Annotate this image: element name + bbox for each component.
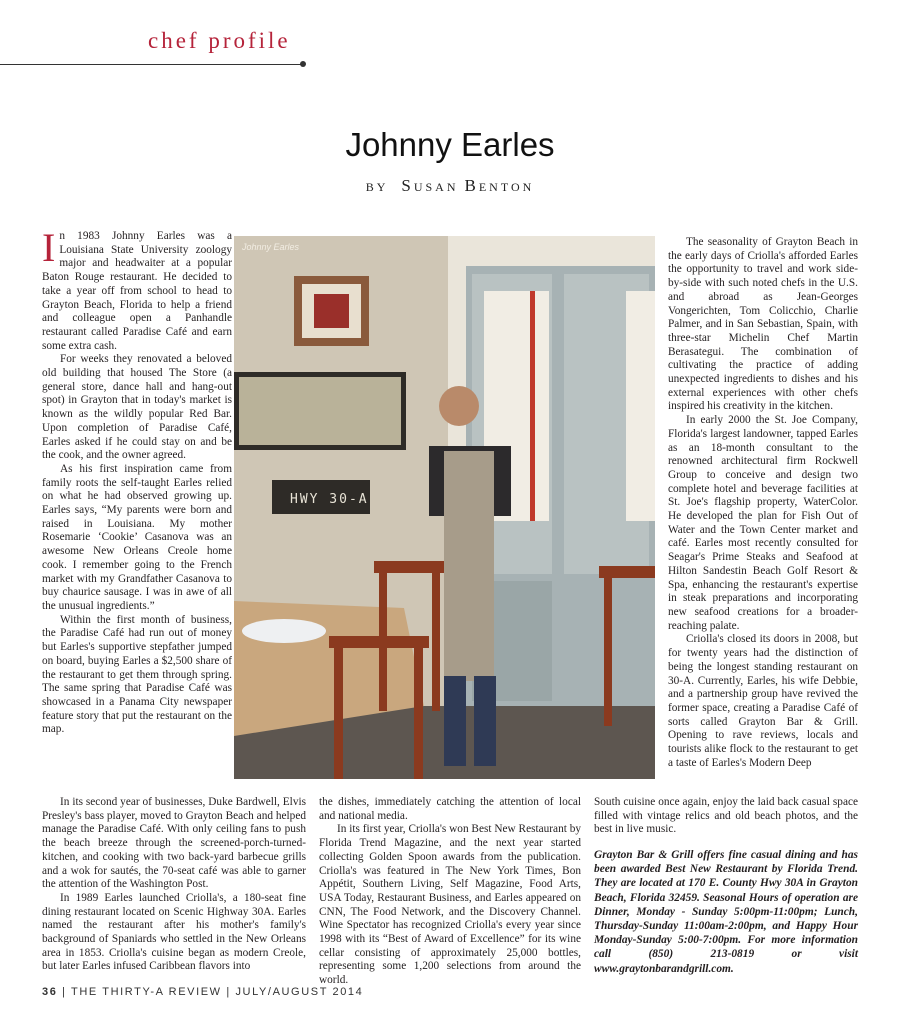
byline: BY SUSAN BENTON xyxy=(365,176,535,195)
page-footer xyxy=(42,986,363,998)
chef-photo xyxy=(234,236,655,779)
bottom-middle-paragraph-2: In its first year, Criolla's won Best New Restaurant by Florida Trend Magazine, and the next year started collecting Golden Spoon awards from the publication. Criolla's was featured in The New York Times, Bon Appétit, Southern Living, Self Magazine, Food Arts, USA Today, Restaurant Business, and Earles appeared on CNN, The Food Network, and the Discovery Channel. Wine Spectator has recognized Criolla's every year since 1998 with its “Best of Award of Excellence” for its wine cellar consisting of approximately 25,000 bottles, representing some 1,200 selections from around the world. xyxy=(319,823,581,987)
header-rule xyxy=(0,64,303,65)
bottom-right-column xyxy=(594,796,858,837)
right-column xyxy=(668,236,858,770)
bottom-right-paragraph-1: South cuisine once again, enjoy the laid back casual space filled with vintage relics and old beach photos, and the best in live music. xyxy=(594,796,858,836)
footer-separator-2: | xyxy=(226,986,231,998)
header-rule-dot xyxy=(300,61,306,67)
right-paragraph-2: In early 2000 the St. Joe Company, Florida's largest landowner, tapped Earles as an 18-month consultant to the renowned architectural firm Rockwell Group to conceive and design two complete hotel and beverage facilities at St. Joe's flagship property, WaterColor. He developed the plan for Fish Out of Water and the Town Center market and café. Earles most recently consulted for Seagar's Prime Steaks and Seafood at Hilton Sandestin Beach Golf Resort & Spa, enhancing the restaurant's expertise in steak preparations and incorporating new seafood creations for a broader-reaching palate. xyxy=(668,414,858,632)
left-paragraph-1: n 1983 Johnny Earles was a Louisiana State University zoology major and headwaiter at a popular Baton Rouge restaurant. He decided to take a year off from school to head to Grayton Beach, Florida to help a friend and colleague open a Panhandle restaurant called Paradise Café and earn some extra cash. xyxy=(42,230,232,352)
restaurant-info-box: Grayton Bar & Grill offers fine casual dining and has been awarded Best New Restaurant by Florida Trend. They are located at 170 E. County Hwy 30A in Grayton Beach, Florida 32459. Seasonal Hours of operation are Dinner, Monday - Sunday 5:00pm-11:00pm; Lunch, Thursday-Sunday 11:00am-2:00pm, and Happy Hour Monday-Sunday 5:00-7:00pm. For more information call (850) 213-0819 or visit www.graytonbarandgrill.com. xyxy=(594,849,858,975)
bottom-left-paragraph-2: In 1989 Earles launched Criolla's, a 180-seat fine dining restaurant located on Scenic Highway 30A. Earles named the restaurant after his mother's family's background of Spaniards who settled in the New Orleans area in 1853. Criolla's cuisine began as modern Creole, but later Earles infused Caribbean flavors into xyxy=(42,891,306,973)
footer-separator: | xyxy=(62,986,67,998)
left-paragraph-4: Within the first month of business, the Paradise Café had run out of money but Earles's supportive stepfather jumped on board, buying Earles a $2,500 share of the restaurant to get them through spring. The same spring that Paradise Café was showcased in a Panama City newspaper feature story that put the restaurant on the map. xyxy=(42,613,232,736)
page-number: 36 xyxy=(42,986,58,998)
publication-name: THE THIRTY-A REVIEW xyxy=(71,986,222,998)
right-paragraph-3: Criolla's closed its doors in 2008, but for twenty years had the distinction of being the longest standing restaurant on 30-A. Currently, Earles, his wife Debbie, and a partnership group have revived the former space, creating a Paradise Café of sorts called Grayton Bar & Grill. Opening to rave reviews, locals and tourists alike flock to the restaurant to get a taste of Earles's Modern Deep xyxy=(668,633,858,769)
bottom-left-paragraph-1: In its second year of businesses, Duke Bardwell, Elvis Presley's bass player, moved to Grayton Beach and helped manage the Paradise Café. With only ceiling fans to push the beach breeze through the screened-porch-turned-kitchen, and cooking with two back-yard barbecue grills and a wok for sautés, the 70-seat café was able to garner the attention of the Washington Post. xyxy=(42,796,306,891)
left-paragraph-3: As his first inspiration came from family roots the self-taught Earles relied on what he had observed growing up. Earles says, “My parents were born and raised in Louisiana. My mother Rosemarie ‘Cookie’ Casanova was an awesome New Orleans Creole home cook. I remember going to the French market with my Grandfather Casanova to buy chaurice sausage. I was in awe of all the unusual ingredients.” xyxy=(42,462,232,612)
section-label: chef profile xyxy=(148,28,291,53)
left-column xyxy=(42,225,232,737)
drop-cap: I xyxy=(42,225,56,270)
left-paragraph-2: For weeks they renovated a beloved old building that housed The Store (a general store, dance hall and hang-out spot) in Grayton that in today's market is known as the wildly popular Red Bar. Upon completion of Paradise Café, Earles asked if he could stay on and be the cook, and the owner agreed. xyxy=(42,353,232,462)
bottom-left-column xyxy=(42,796,306,974)
bottom-middle-paragraph-1: the dishes, immediately catching the attention of local and national media. xyxy=(319,796,581,822)
bottom-middle-column xyxy=(319,796,581,988)
article-title: Johnny Earles xyxy=(345,126,555,163)
chef-photo-illustration xyxy=(234,236,655,779)
right-paragraph-1: The seasonality of Grayton Beach in the early days of Criolla's afforded Earles the opportunity to travel and work side-by-side with such noted chefs in the U.S. and abroad as Jean-Georges Vongerichten, Tom Colicchio, Charlie Palmer, and in San Sebastian, Spain, with three-star Michelin Chef Martin Berasategui. The combination of cultivating the practice of adding unexpected ingredients to dishes and his external experiences with other chefs inspired his creativity in the kitchen. xyxy=(668,236,858,413)
hwy-sign-text: HWY 30-A xyxy=(290,492,369,507)
issue-date: JULY/AUGUST 2014 xyxy=(235,986,364,998)
photo-caption: Johnny Earles xyxy=(242,242,300,252)
